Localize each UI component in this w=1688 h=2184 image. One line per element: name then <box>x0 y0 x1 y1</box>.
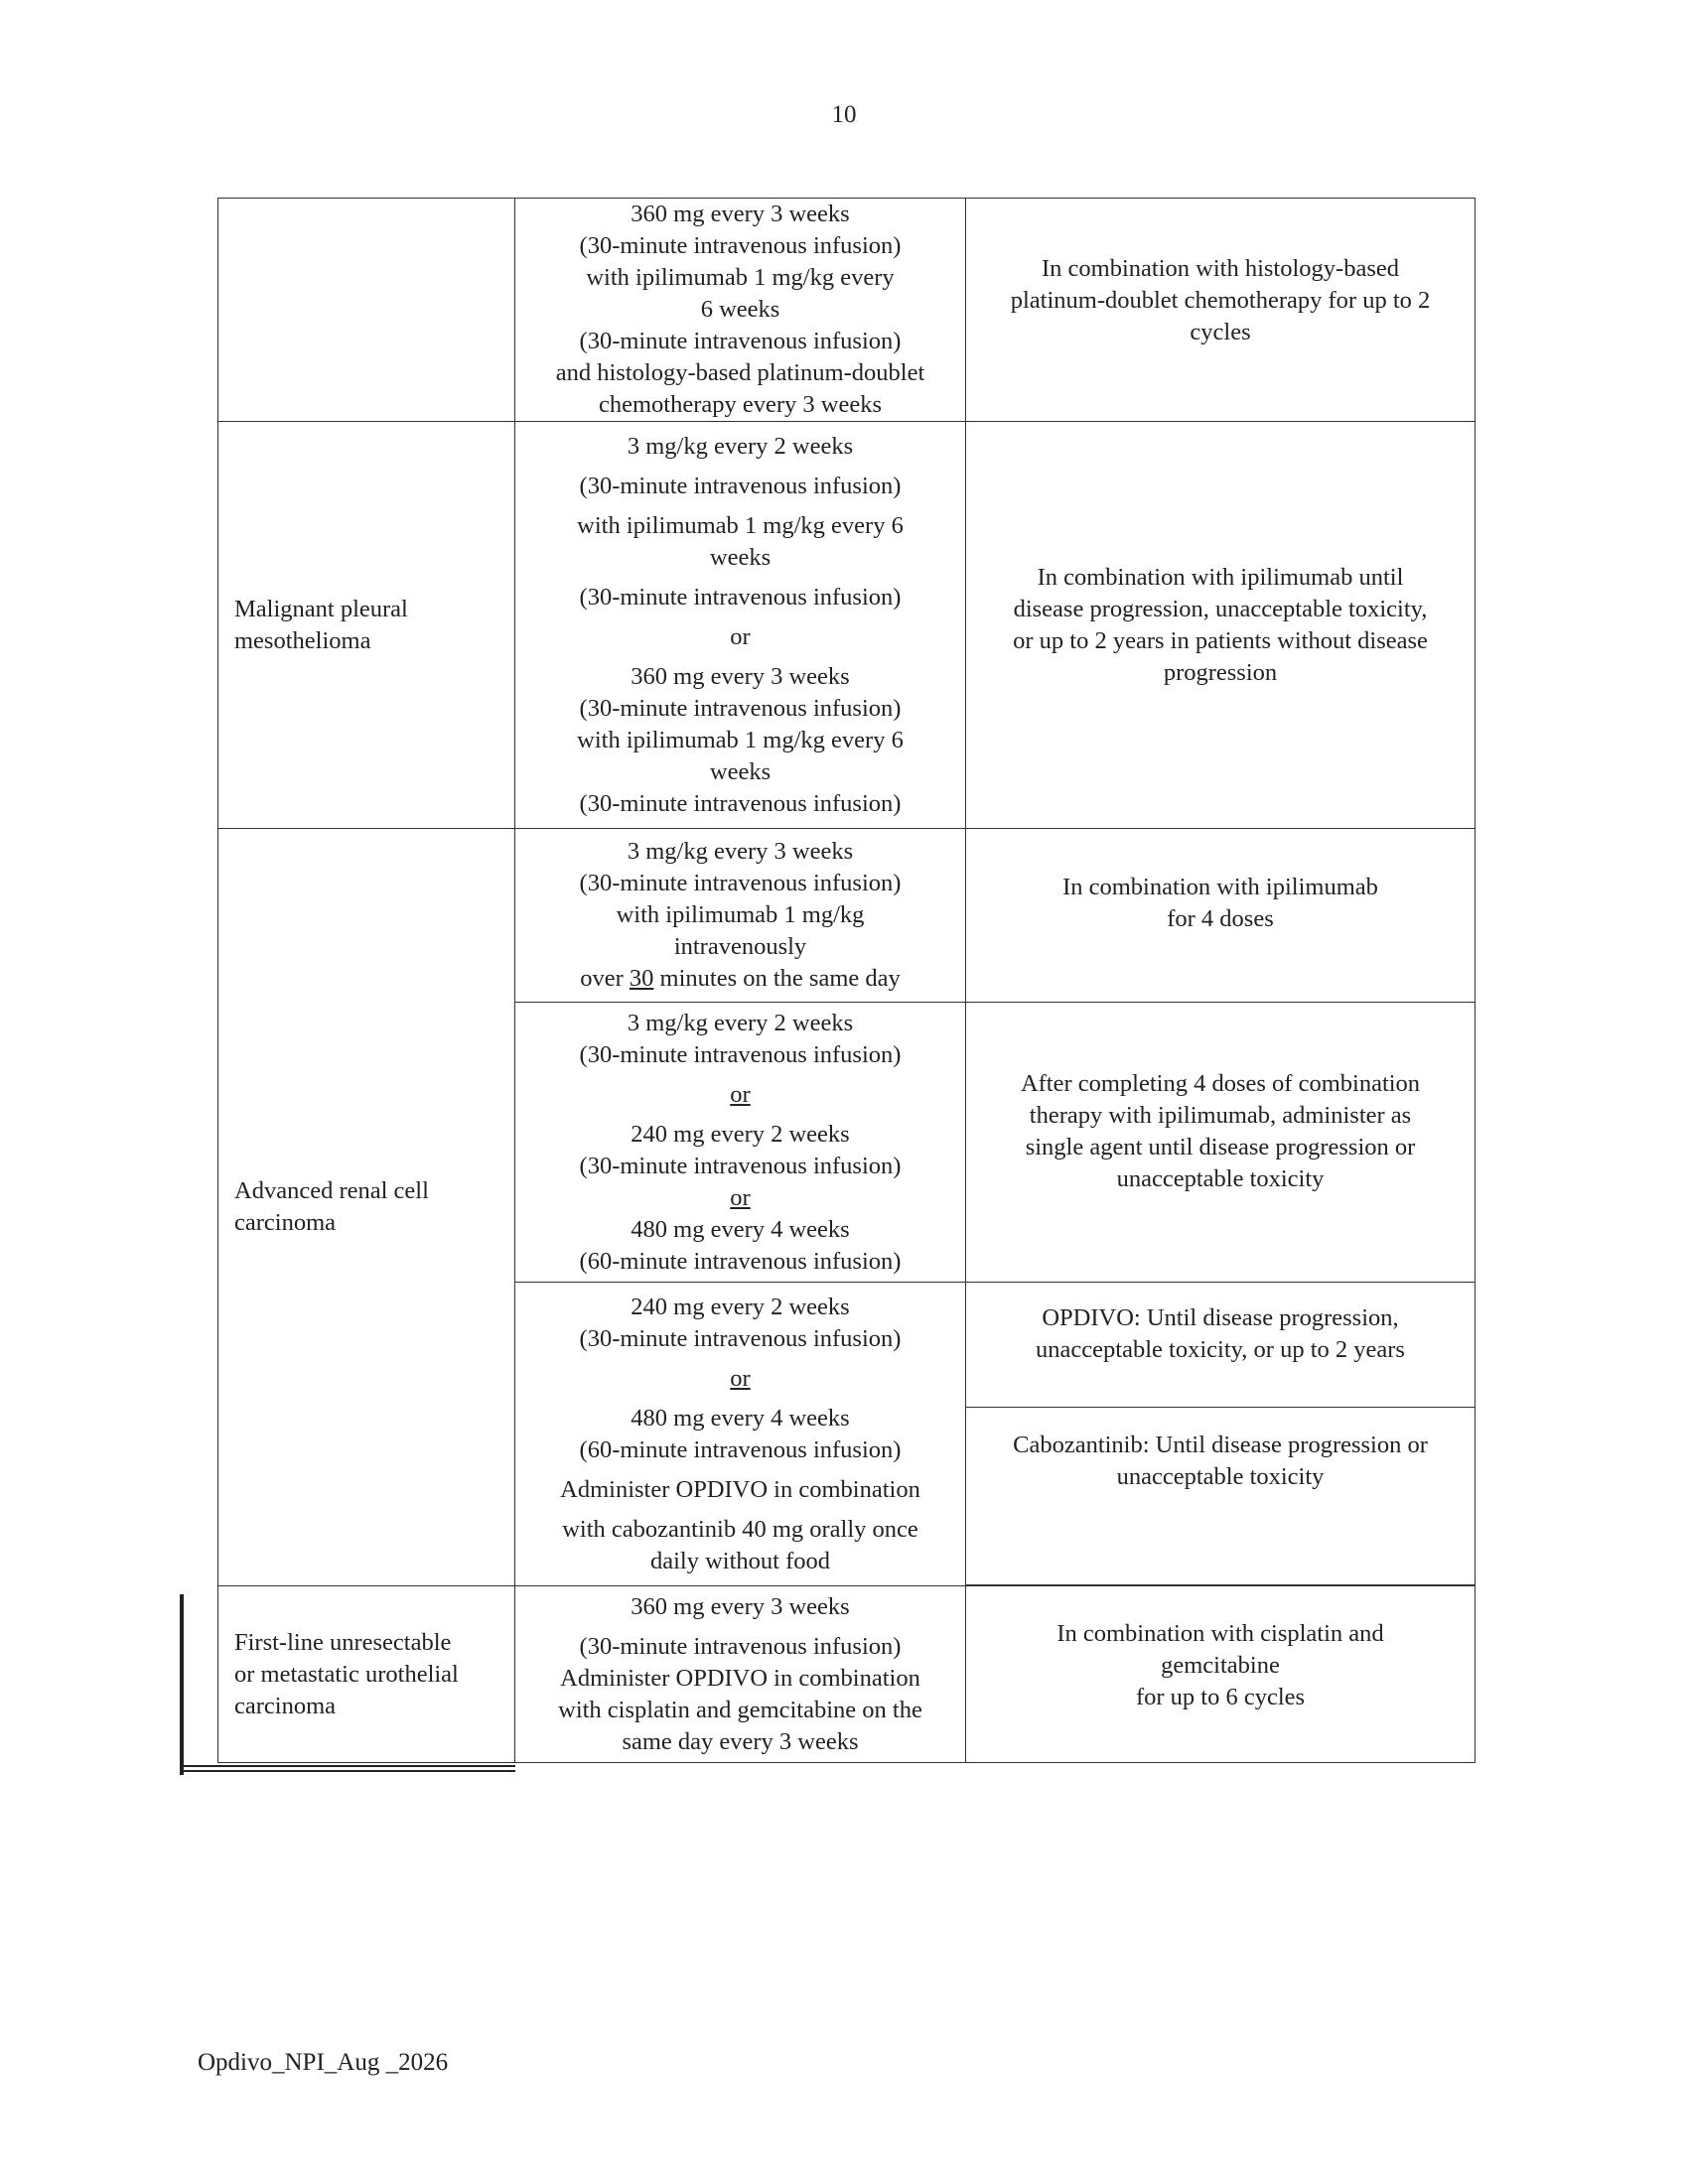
dose-line: 3 mg/kg every 3 weeks <box>627 838 854 865</box>
duration-line: progression <box>1163 658 1278 686</box>
dose-line: (30-minute intravenous infusion) <box>579 583 902 611</box>
duration-line: unacceptable toxicity <box>1116 1165 1325 1192</box>
indication-line: carcinoma <box>234 1692 337 1719</box>
dose-line: 240 mg every 2 weeks <box>631 1120 850 1148</box>
dose-line: (30-minute intravenous infusion) <box>579 328 902 354</box>
duration-line: or up to 2 years in patients without disease <box>1013 626 1428 654</box>
duration-line: In combination with histology-based <box>1042 255 1399 282</box>
dose-line: (30-minute intravenous infusion) <box>579 232 902 259</box>
dose-line: 240 mg every 2 weeks <box>631 1293 850 1320</box>
dose-line: with cisplatin and gemcitabine on the <box>558 1696 922 1723</box>
revision-change-bar <box>180 1594 184 1775</box>
duration-line: therapy with ipilimumab, administer as <box>1029 1102 1412 1129</box>
indication-line: First-line unresectable <box>234 1628 452 1656</box>
dose-line: 480 mg every 4 weeks <box>631 1215 850 1243</box>
dose-cell <box>515 829 966 1003</box>
dose-line: with ipilimumab 1 mg/kg every 6 <box>577 511 904 539</box>
dose-line: or <box>730 1183 751 1211</box>
duration-line: Cabozantinib: Until disease progression or <box>1013 1432 1428 1458</box>
duration-line: for up to 6 cycles <box>1135 1684 1306 1710</box>
dosing-table <box>217 198 1476 1763</box>
footer-document-id: Opdivo_NPI_Aug _2026 <box>198 2049 449 2076</box>
indication-cell <box>218 422 515 829</box>
duration-cell-cabozantinib <box>966 1408 1476 1585</box>
indication-line: or metastatic urothelial <box>234 1660 459 1688</box>
dose-line: (30-minute intravenous infusion) <box>579 694 902 722</box>
duration-line: platinum-doublet chemotherapy for up to 2 <box>1010 287 1431 314</box>
dose-line: daily without food <box>649 1547 830 1574</box>
duration-line: disease progression, unacceptable toxicity, <box>1013 595 1428 622</box>
dose-line: 480 mg every 4 weeks <box>631 1404 850 1432</box>
dose-line: intravenously <box>673 933 807 960</box>
duration-line: In combination with ipilimumab <box>1062 874 1378 900</box>
dose-cell <box>515 1586 966 1763</box>
dose-line: or <box>730 1364 751 1392</box>
indication-line: Advanced renal cell <box>234 1177 429 1204</box>
dose-line: (30-minute intravenous infusion) <box>579 870 902 896</box>
dose-line: 360 mg every 3 weeks <box>631 201 850 227</box>
duration-line: In combination with ipilimumab until <box>1037 563 1404 591</box>
dose-line: or <box>730 1080 751 1108</box>
duration-cell <box>966 1586 1476 1763</box>
dose-line: same day every 3 weeks <box>622 1727 859 1755</box>
table-row <box>218 422 1476 829</box>
dose-cell <box>515 1003 966 1283</box>
dose-line: (30-minute intravenous infusion) <box>579 1152 902 1179</box>
table-row <box>218 199 1476 422</box>
dose-line: Administer OPDIVO in combination <box>560 1475 920 1503</box>
indication-line: carcinoma <box>234 1209 337 1236</box>
dose-line: 6 weeks <box>700 296 780 323</box>
dose-line: 3 mg/kg every 2 weeks <box>627 1009 854 1036</box>
dose-line: (30-minute intravenous infusion) <box>579 1324 902 1352</box>
dose-line: (30-minute intravenous infusion) <box>579 1040 902 1068</box>
dose-cell <box>515 422 966 829</box>
duration-cell <box>966 199 1476 422</box>
dose-cell <box>515 1283 966 1586</box>
indication-cell <box>218 199 515 422</box>
dose-cell <box>515 199 966 422</box>
dose-underlined-text: 30 <box>629 965 654 992</box>
revision-double-underline <box>180 1765 515 1767</box>
revision-double-underline <box>180 1770 515 1772</box>
duration-cell <box>966 829 1476 1003</box>
duration-cell-opdivo <box>966 1283 1476 1408</box>
dose-line: weeks <box>709 757 772 785</box>
indication-line: mesothelioma <box>234 626 371 654</box>
dose-line: Administer OPDIVO in combination <box>560 1664 920 1692</box>
duration-line: unacceptable toxicity, or up to 2 years <box>1036 1336 1405 1363</box>
duration-line: After completing 4 doses of combination <box>1020 1070 1421 1097</box>
dose-line: (60-minute intravenous infusion) <box>579 1435 902 1463</box>
dose-line: with ipilimumab 1 mg/kg <box>616 901 865 928</box>
dose-line: weeks <box>709 543 772 571</box>
dose-line: (30-minute intravenous infusion) <box>579 789 902 817</box>
indication-cell <box>218 829 515 1586</box>
duration-line: gemcitabine <box>1161 1652 1280 1679</box>
duration-line: In combination with cisplatin and <box>1056 1620 1384 1647</box>
duration-line: unacceptable toxicity <box>1116 1463 1325 1490</box>
dose-line: 360 mg every 3 weeks <box>631 1592 850 1620</box>
dose-line <box>515 963 965 995</box>
dose-line: with ipilimumab 1 mg/kg every <box>586 264 895 291</box>
dose-line: (30-minute intravenous infusion) <box>579 1632 902 1660</box>
dose-line: with ipilimumab 1 mg/kg every 6 <box>577 726 904 753</box>
dose-line: chemotherapy every 3 weeks <box>598 391 883 418</box>
dose-text: over <box>580 965 630 992</box>
indication-cell <box>218 1586 515 1763</box>
dose-line: (30-minute intravenous infusion) <box>579 472 902 499</box>
dose-line: 360 mg every 3 weeks <box>631 662 850 690</box>
duration-line: single agent until disease progression or <box>1025 1134 1416 1160</box>
page-number: 10 <box>831 101 857 128</box>
dose-line: 3 mg/kg every 2 weeks <box>627 432 854 460</box>
duration-line: OPDIVO: Until disease progression, <box>1042 1304 1399 1331</box>
duration-line: cycles <box>1190 319 1251 345</box>
table-row <box>218 1586 1476 1763</box>
dose-text: minutes on the same day <box>653 965 901 992</box>
dose-line: (60-minute intravenous infusion) <box>579 1247 902 1275</box>
table-row <box>218 829 1476 1003</box>
duration-cell <box>966 422 1476 829</box>
dose-line: or <box>730 622 751 650</box>
duration-line: for 4 doses <box>1167 905 1274 932</box>
indication-line: Malignant pleural <box>234 595 408 622</box>
duration-cell <box>966 1003 1476 1283</box>
dose-line: and histology-based platinum-doublet <box>555 359 925 386</box>
dose-line: with cabozantinib 40 mg orally once <box>562 1515 918 1543</box>
